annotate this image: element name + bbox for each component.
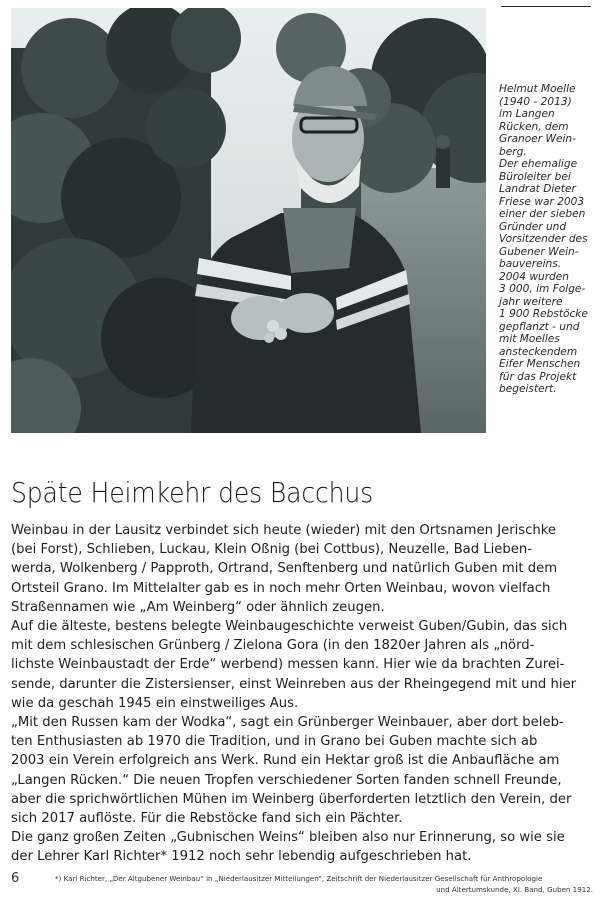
caption-line: im Langen <box>499 108 555 120</box>
caption-line: Eifer Menschen <box>499 358 581 370</box>
article-title: Späte Heimkehr des Bacchus <box>11 477 373 509</box>
body-line: der Lehrer Karl Richter* 1912 noch sehr lebendig aufgeschrieben hat. <box>11 849 472 865</box>
caption-line: ansteckendem <box>499 345 578 358</box>
body-line: sende, darunter die Zistersienser, einst Weinreben aus der Rheingegend mit und hier <box>11 676 577 692</box>
caption-line: 2004 wurden <box>499 270 570 283</box>
caption-line: Rücken, dem <box>499 120 569 133</box>
body-line: Die ganz großen Zeiten „Gubnischen Weins“ bleiben also nur Erinnerung, so wie sie <box>11 830 565 846</box>
caption-line: Friese war 2003 <box>499 195 585 208</box>
footnote <box>55 873 593 895</box>
photo-caption <box>499 83 599 396</box>
caption-line: Der ehemalige <box>499 158 578 170</box>
body-line: mit dem schlesischen Grünberg / Zielona Gora (in den 1820er Jahren als „nörd- <box>11 638 535 654</box>
body-line: „Langen Rücken.“ Die neuen Tropfen verschiedener Sorten fanden schnell Freunde, <box>11 772 562 788</box>
footnote-line: und Altertumskunde, XI. Band, Guben 1912. <box>436 885 593 894</box>
caption-line: Granoer Wein- <box>499 133 576 145</box>
caption-line: für das Projekt <box>499 370 577 383</box>
caption-line: Landrat Dieter <box>499 183 576 195</box>
body-line: 2003 ein Verein erfolgreich ans Werk. Rund ein Hektar groß ist die Anbaufläche am <box>11 753 560 769</box>
body-line: (bei Forst), Schlieben, Luckau, Klein Oßnig (bei Cottbus), Neuzelle, Bad Lieben- <box>11 542 533 558</box>
body-line: aber die sprichwörtlichen Mühen im Weinberg überforderten letztlich den Verein, der <box>11 791 572 807</box>
body-line: ten Enthusiasten ab 1970 die Tradition, und in Grano bei Guben machte sich ab <box>11 734 538 750</box>
caption-line: Helmut Moelle <box>499 83 576 95</box>
footnote-line: *) Karl Richter, „Der Altgubener Weinbau“ in „Niederlausitzer Mitteilungen“, Zeitschrift der Niederlausitzer Gesellschaft für Anthropologie <box>55 874 543 883</box>
caption-line: bauvereins. <box>499 258 562 270</box>
caption-line: einer der sieben <box>499 208 586 220</box>
article-photo <box>11 8 486 433</box>
caption-line: 1 900 Rebstöcke <box>499 308 588 320</box>
body-line: Auf die älteste, bestens belegte Weinbaugeschichte verweist Guben/Gubin, das sich <box>11 619 568 635</box>
body-line: lichste Weinbaustadt der Erde“ werbend) messen kann. Hier wie da brachten Zurei- <box>11 657 565 673</box>
body-line: Weinbau in der Lausitz verbindet sich heute (wieder) mit den Ortsnamen Jerischke <box>11 523 557 538</box>
caption-line: jahr weitere <box>499 295 563 308</box>
caption-line: berg. <box>499 145 527 158</box>
article-body <box>11 521 591 867</box>
caption-line: Vorsitzender des <box>499 233 588 245</box>
top-rule <box>501 6 591 7</box>
caption-line: 3 000, im Folge- <box>499 283 586 295</box>
caption-line: Gubener Wein- <box>499 245 579 258</box>
body-line: sich 2017 auflöste. Für die Rebstöcke fand sich ein Pächter. <box>11 811 403 827</box>
caption-line: gepflanzt - und <box>499 320 580 333</box>
caption-line: begeistert. <box>499 383 557 395</box>
caption-line: mit Moelles <box>499 333 560 345</box>
body-line: Ortsteil Grano. Im Mittelalter gab es in noch mehr Orten Weinbau, wovon vielfach <box>11 580 551 596</box>
body-line: werda, Wolkenberg / Papproth, Ortrand, Senftenberg und natürlich Guben mit dem <box>11 561 558 577</box>
caption-line: (1940 - 2013) <box>499 95 572 108</box>
body-line: Straßennamen wie „Am Weinberg“ oder ähnlich zeugen. <box>11 599 385 615</box>
body-line: wie da geschah 1945 ein einstweiliges Aus. <box>11 695 299 711</box>
body-line: „Mit den Russen kam der Wodka“, sagt ein Grünberger Weinbauer, aber dort beleb- <box>11 715 564 731</box>
photo-image <box>11 8 486 433</box>
caption-line: Büroleiter bei <box>499 170 571 183</box>
page-number: 6 <box>11 871 20 886</box>
caption-line: Gründer und <box>499 220 567 233</box>
background-person <box>436 135 450 188</box>
